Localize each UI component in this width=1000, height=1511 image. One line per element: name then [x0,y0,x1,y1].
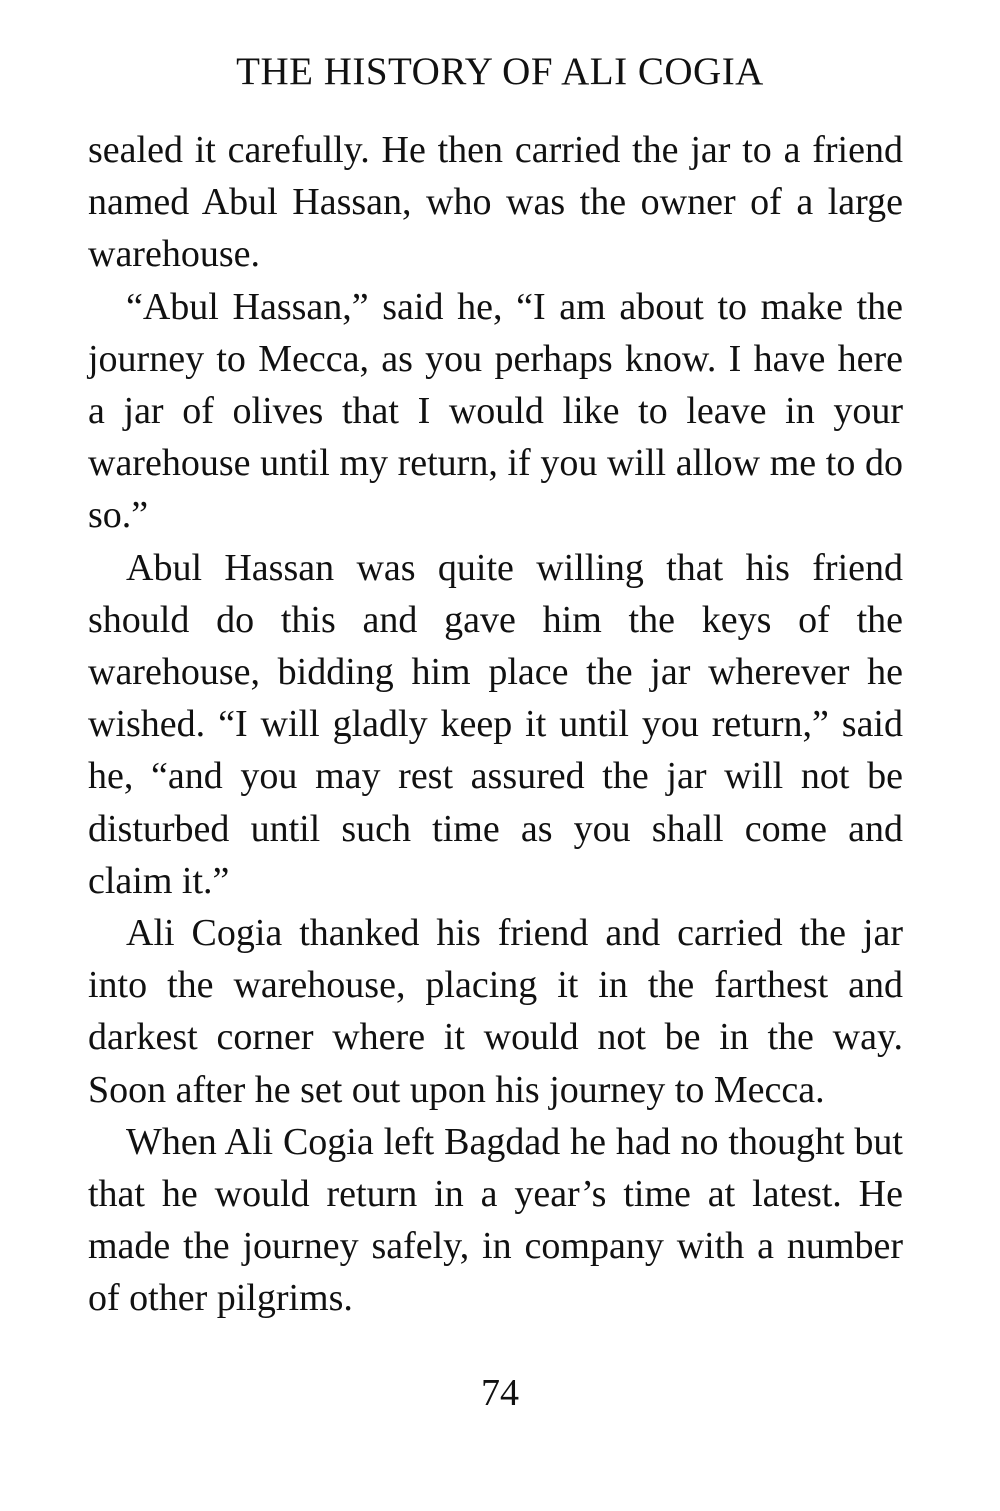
running-head: THE HISTORY OF ALI COGIA [236,50,764,93]
paragraph-4: Ali Cogia thanked his friend and carried the jar into the warehouse, placing it in the farthest and darkest corner where it would not be in the way. Soon after he set out upon his journey to Mecca. [88,912,903,1111]
paragraph-1: sealed it carefully. He then carried the jar to a friend named Abul Hassan, who was the owner of a large warehouse. [88,129,903,276]
paragraph-3: Abul Hassan was quite willing that his friend should do this and gave him the keys of the warehouse, bidding him place the jar wherever he wished. “I will gladly keep it until you return,” said he, “and you may rest assured the jar will not be disturbed until such time as you shall come and claim it.” [88,546,903,902]
paragraph-2: “Abul Hassan,” said he, “I am about to make the journey to Mecca, as you perhaps know. I have here a jar of olives that I would like to leave in your warehouse until my return, if you will allow me to do so.” [88,285,903,537]
body-text [88,124,903,1325]
paragraph-5: When Ali Cogia left Bagdad he had no thought but that he would return in a year’s time at latest. He made the journey safely, in company with a number of other pilgrims. [88,1120,903,1320]
page-number: 74 [481,1372,519,1414]
